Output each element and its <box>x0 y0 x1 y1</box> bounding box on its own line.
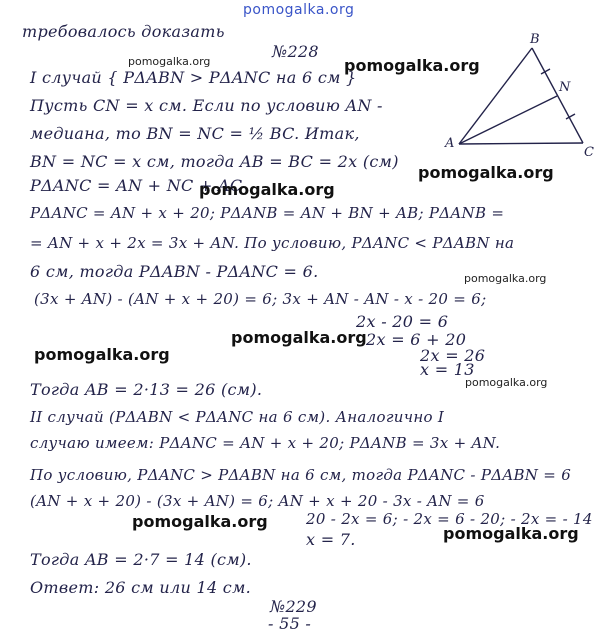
line-solve-3: 2x = 26 <box>420 346 486 365</box>
triangle-label-n: N <box>559 80 571 95</box>
triangle-label-a: A <box>445 136 455 151</box>
page-number: - 55 - <box>268 614 312 633</box>
problem-number-229: №229 <box>270 597 317 616</box>
line-let-cn: Пусть CN = x см. Если по условию AN - <box>30 96 383 115</box>
watermark: pomogalka.org <box>465 376 548 389</box>
watermark: pomogalka.org <box>128 55 211 68</box>
triangle-label-b: B <box>530 32 540 47</box>
watermark: pomogalka.org <box>464 272 547 285</box>
line-case-1: I случай { PΔABN > PΔANC на 6 см } <box>30 68 357 87</box>
line-case-2: II случай (PΔABN < PΔANC на 6 см). Аналогично I <box>30 408 445 426</box>
problem-number-228: №228 <box>272 42 319 61</box>
line-p-anc-anb: PΔANC = AN + x + 20; PΔANB = AN + BN + AB; PΔANB = <box>30 204 505 222</box>
line-solve-1: 2x - 20 = 6 <box>356 312 449 331</box>
watermark: pomogalka.org <box>34 345 170 364</box>
line-answer: Ответ: 26 см или 14 см. <box>30 578 252 597</box>
watermark: pomogalka.org <box>231 328 367 347</box>
line-case-2-condition: По условию, PΔANC > PΔABN на 6 см, тогда PΔANC - PΔABN = 6 <box>30 466 572 484</box>
line-x-7: x = 7. <box>306 530 356 549</box>
line-then-ab-26: Тогда AB = 2·13 = 26 (см). <box>30 380 263 399</box>
line-required-proof: требовалось доказать <box>22 22 225 41</box>
line-equation-1: (3x + AN) - (AN + x + 20) = 6; 3x + AN - AN - x - 20 = 6; <box>34 290 487 308</box>
line-solve-4: x = 13 <box>420 360 475 379</box>
line-solve-2: 2x = 6 + 20 <box>366 330 467 349</box>
line-median: медиана, то BN = NC = ½ BC. Итак, <box>30 124 360 143</box>
line-bn-nc: BN = NC = x см, тогда AB = BC = 2x (см) <box>30 152 399 171</box>
line-solve-case2: 20 - 2x = 6; - 2x = 6 - 20; - 2x = - 14 <box>306 510 593 528</box>
line-equation-2: (AN + x + 20) - (3x + AN) = 6; AN + x + 20 - 3x - AN = 6 <box>30 492 485 510</box>
line-by-condition: = AN + x + 2x = 3x + AN. По условию, PΔANC < PΔABN на <box>30 234 515 252</box>
line-case-2-have: случаю имеем: PΔANC = AN + x + 20; PΔANB = 3x + AN. <box>30 434 501 452</box>
watermark: pomogalka.org <box>418 163 554 182</box>
line-6cm-then: 6 см, тогда PΔABN - PΔANC = 6. <box>30 262 319 281</box>
watermark: pomogalka.org <box>344 56 480 75</box>
watermark: pomogalka.org <box>132 512 268 531</box>
line-p-anc-def: PΔANC = AN + NC + AC <box>30 176 243 195</box>
watermark: pomogalka.org <box>199 180 335 199</box>
triangle-label-c: C <box>584 145 594 160</box>
watermark-top: pomogalka.org <box>243 2 355 18</box>
watermark: pomogalka.org <box>443 524 579 543</box>
line-then-ab-14: Тогда AB = 2·7 = 14 (см). <box>30 550 252 569</box>
